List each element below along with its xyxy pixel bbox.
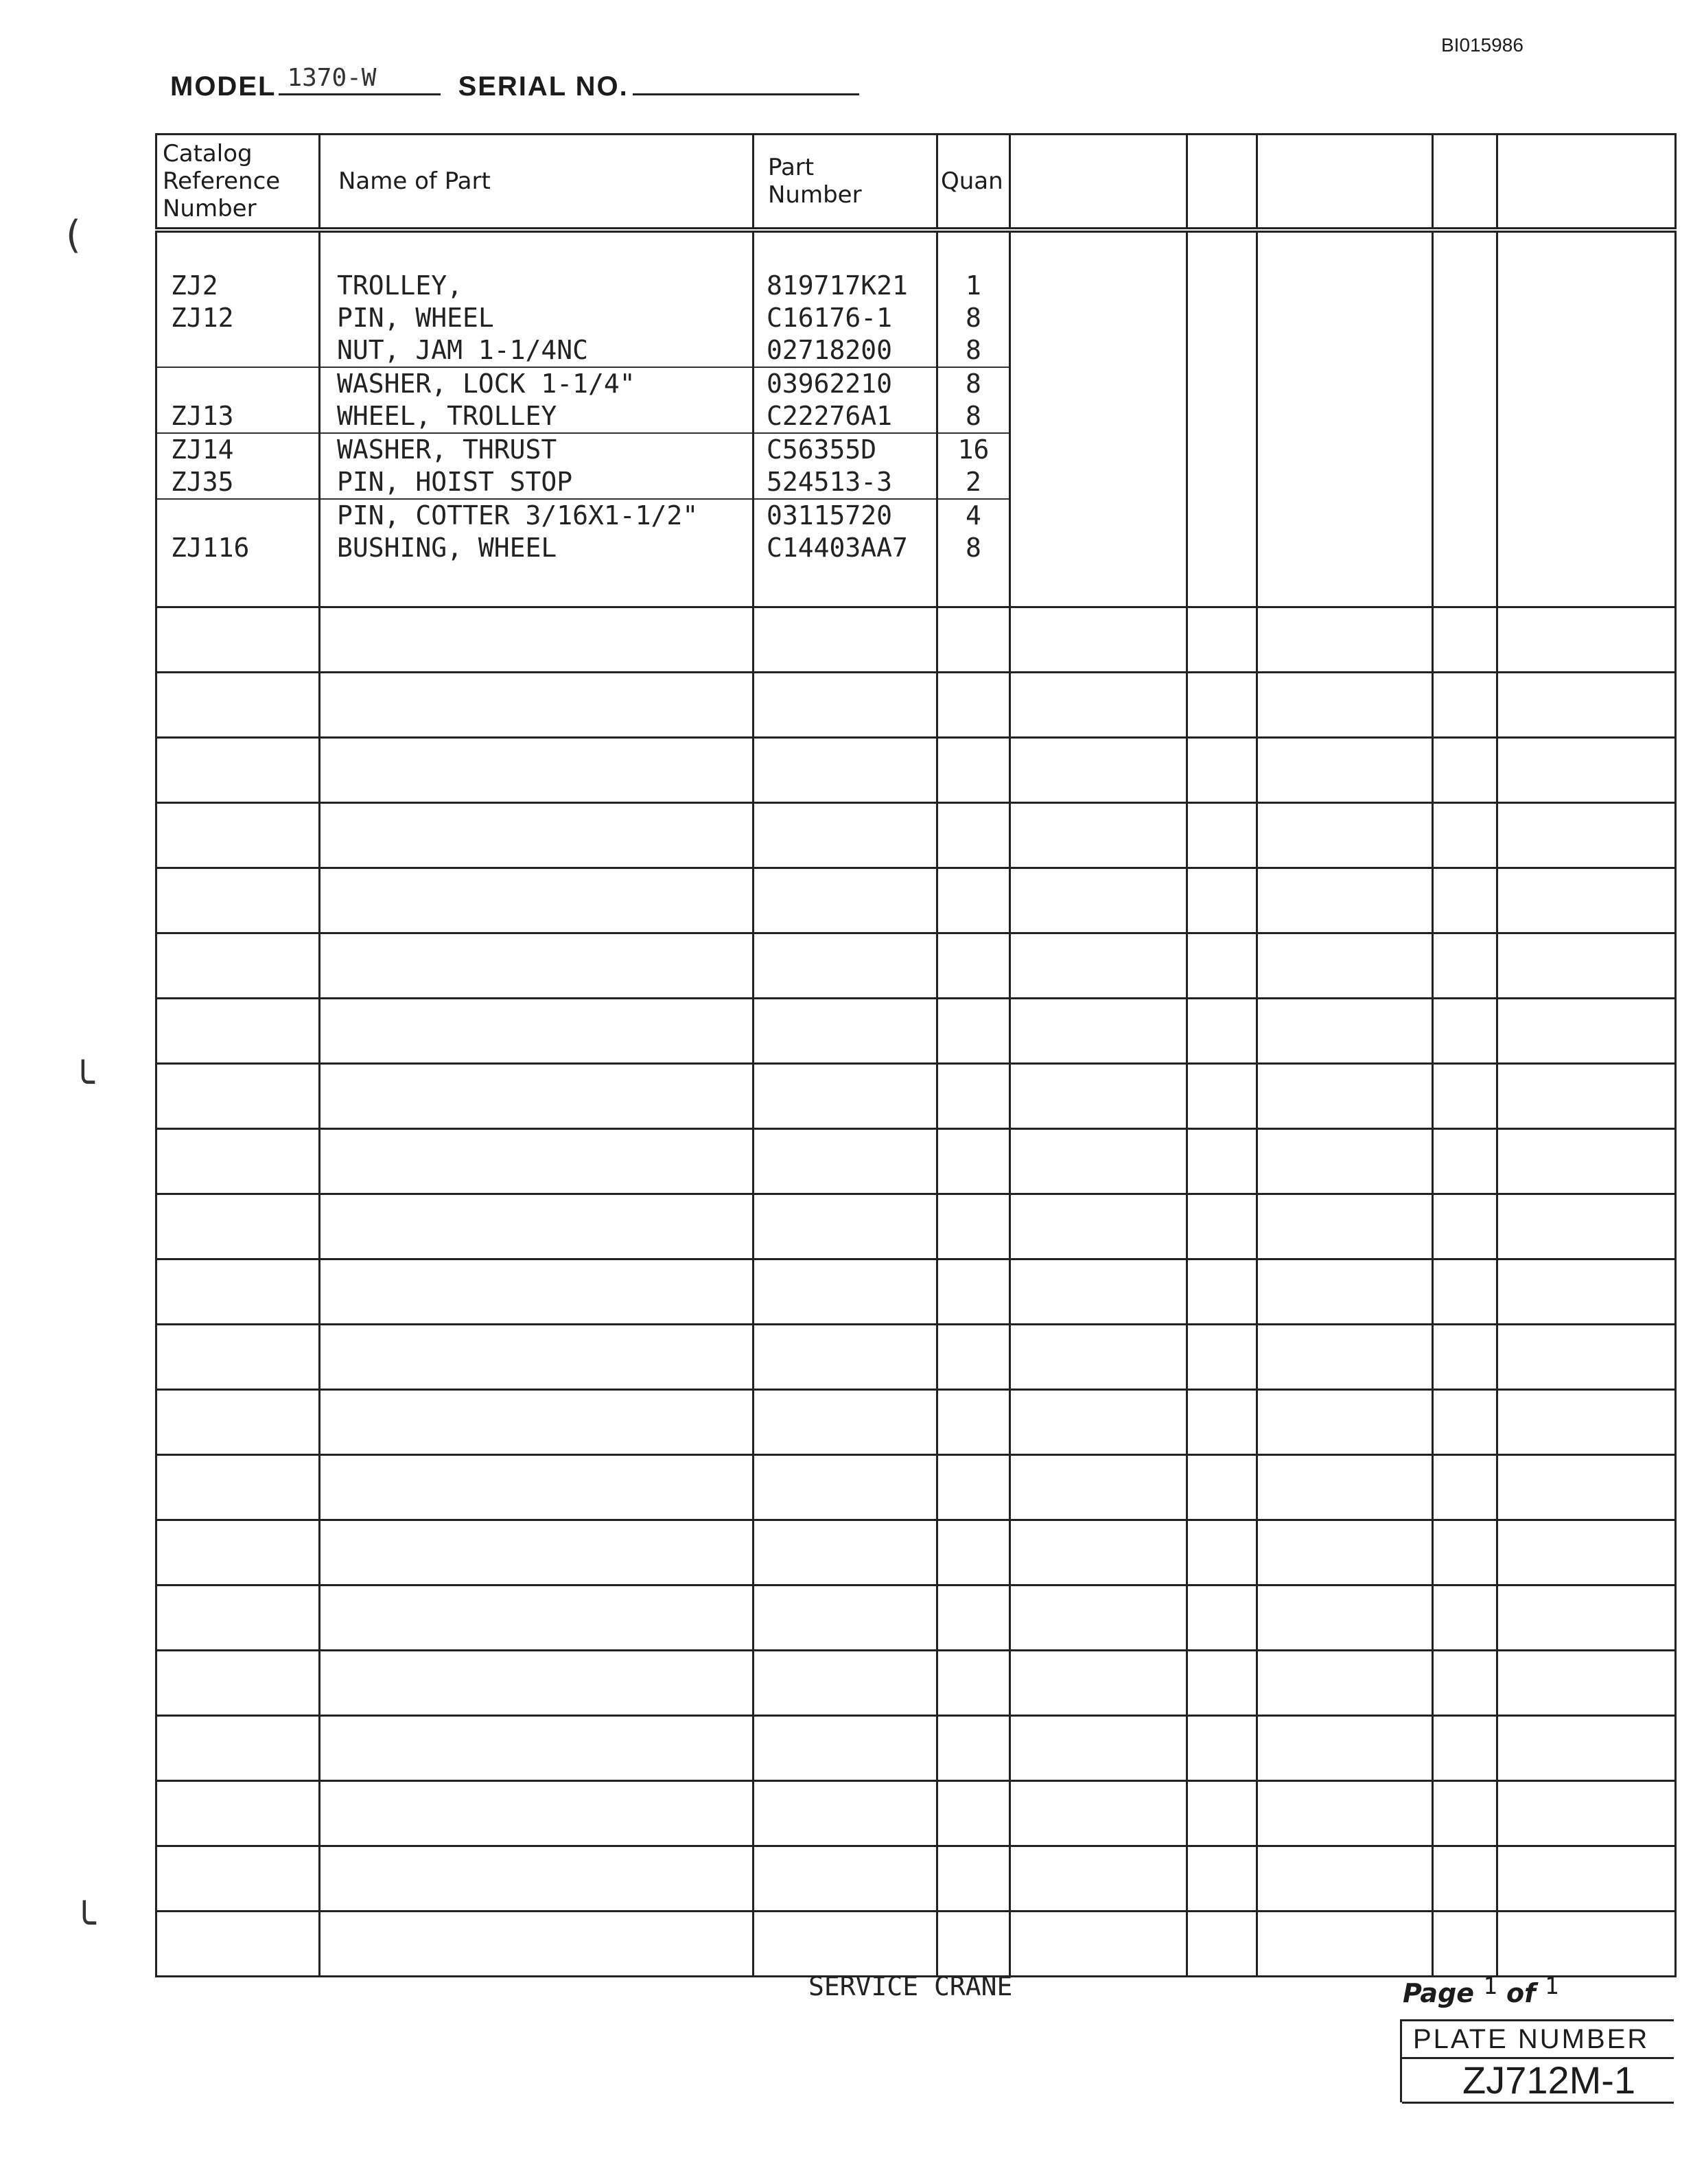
row-8-qty: 4 bbox=[966, 500, 981, 531]
quantity-column bbox=[937, 230, 1010, 607]
table-row bbox=[156, 1390, 1676, 1455]
table-row bbox=[156, 1651, 1676, 1716]
plate-number-box bbox=[1400, 2019, 1674, 2102]
plate-number-label: PLATE NUMBER bbox=[1402, 2021, 1674, 2059]
footer-title: SERVICE CRANE bbox=[808, 1971, 1013, 2001]
table-row bbox=[156, 1064, 1676, 1129]
blank-cell bbox=[1010, 230, 1187, 607]
row-7-ref: ZJ35 bbox=[157, 466, 318, 500]
row-3-name: NUT, JAM 1-1/4NC bbox=[320, 334, 752, 368]
table-row bbox=[156, 1585, 1676, 1651]
row-5-part-number: C22276A1 bbox=[754, 400, 936, 434]
row-4-part-number: 03962210 bbox=[767, 369, 893, 399]
table-row bbox=[156, 1325, 1676, 1390]
table-row bbox=[156, 1912, 1676, 1977]
row-2-qty: 8 bbox=[966, 303, 981, 333]
table-row bbox=[156, 673, 1676, 738]
table-row bbox=[156, 868, 1676, 933]
row-2-ref: ZJ12 bbox=[171, 303, 234, 333]
header-blank-4 bbox=[1433, 135, 1497, 231]
row-5-ref: ZJ13 bbox=[157, 400, 318, 434]
table-row bbox=[156, 1520, 1676, 1585]
row-7-name: PIN, HOIST STOP bbox=[320, 466, 752, 500]
header-blank-2 bbox=[1187, 135, 1257, 231]
row-4-ref bbox=[157, 368, 318, 400]
header-catalog-ref: Catalog Reference Number bbox=[156, 135, 320, 231]
row-8-ref bbox=[157, 500, 318, 532]
row-1-ref: ZJ2 bbox=[171, 270, 218, 301]
row-6-qty: 16 bbox=[957, 434, 990, 465]
parts-table bbox=[155, 133, 1677, 1977]
header-blank-1 bbox=[1010, 135, 1187, 231]
margin-mark: ╰ bbox=[71, 1060, 95, 1105]
table-row bbox=[156, 1259, 1676, 1325]
blank-cell bbox=[1497, 230, 1676, 607]
row-3-qty: 8 bbox=[938, 334, 1009, 368]
blank-cell bbox=[1433, 230, 1497, 607]
row-4-name: WASHER, LOCK 1-1/4" bbox=[337, 369, 635, 399]
row-9-qty: 8 bbox=[966, 533, 981, 563]
parts-entries bbox=[156, 230, 1676, 607]
catalog-ref-column bbox=[156, 230, 320, 607]
part-number-column bbox=[754, 230, 937, 607]
header-name-of-part: Name of Part bbox=[320, 135, 754, 231]
table-row bbox=[156, 999, 1676, 1064]
blank-cell bbox=[1257, 230, 1433, 607]
row-2-name: PIN, WHEEL bbox=[337, 303, 494, 333]
table-row bbox=[156, 933, 1676, 999]
table-row bbox=[156, 1781, 1676, 1846]
row-5-name: WHEEL, TROLLEY bbox=[320, 400, 752, 434]
table-row bbox=[156, 803, 1676, 868]
document-id: BI015986 bbox=[1441, 34, 1523, 56]
header-part-number: Part Number bbox=[754, 135, 937, 231]
row-8-name: PIN, COTTER 3/16X1-1/2" bbox=[337, 500, 699, 531]
blank-cell bbox=[1187, 230, 1257, 607]
table-row bbox=[156, 738, 1676, 803]
row-1-part-number: 819717K21 bbox=[767, 270, 908, 301]
row-7-part-number: 524513-3 bbox=[754, 466, 936, 500]
name-of-part-column bbox=[320, 230, 754, 607]
row-1-name: TROLLEY, bbox=[337, 270, 463, 301]
margin-mark: ( bbox=[66, 213, 81, 257]
header-blank-3 bbox=[1257, 135, 1433, 231]
row-3-ref bbox=[157, 334, 318, 368]
header-blank-5 bbox=[1497, 135, 1676, 231]
serial-field[interactable] bbox=[633, 66, 859, 95]
page-indicator bbox=[1403, 1973, 1559, 2008]
page-label: Page bbox=[1403, 1978, 1475, 2008]
model-label: MODEL bbox=[170, 71, 277, 102]
row-6-ref: ZJ14 bbox=[171, 434, 234, 465]
page-current: 1 bbox=[1483, 1973, 1497, 2000]
model-serial-line bbox=[170, 66, 859, 102]
row-4-qty: 8 bbox=[966, 369, 981, 399]
row-7-qty: 2 bbox=[938, 466, 1009, 500]
row-5-qty: 8 bbox=[938, 400, 1009, 434]
margin-mark: ╰ bbox=[73, 1901, 96, 1946]
page-of-label: of bbox=[1506, 1978, 1536, 2008]
row-9-ref: ZJ116 bbox=[171, 533, 250, 563]
row-2-part-number: C16176-1 bbox=[767, 303, 893, 333]
table-row bbox=[156, 1846, 1676, 1912]
plate-number-value: ZJ712M-1 bbox=[1402, 2059, 1674, 2104]
table-row bbox=[156, 1455, 1676, 1520]
row-3-part-number: 02718200 bbox=[754, 334, 936, 368]
table-row bbox=[156, 1194, 1676, 1259]
row-6-name: WASHER, THRUST bbox=[337, 434, 557, 465]
model-value: 1370-W bbox=[287, 64, 377, 92]
header-quantity: Quan bbox=[937, 135, 1010, 231]
serial-label: SERIAL NO. bbox=[458, 71, 629, 102]
table-header-row bbox=[156, 135, 1676, 231]
table-row bbox=[156, 607, 1676, 673]
table-row bbox=[156, 1716, 1676, 1781]
row-6-part-number: C56355D bbox=[767, 434, 877, 465]
page-total: 1 bbox=[1544, 1973, 1559, 2000]
model-field[interactable] bbox=[279, 66, 441, 95]
row-8-part-number: 03115720 bbox=[767, 500, 893, 531]
row-9-name: BUSHING, WHEEL bbox=[337, 533, 557, 563]
row-9-part-number: C14403AA7 bbox=[767, 533, 908, 563]
table-row bbox=[156, 1129, 1676, 1194]
row-1-qty: 1 bbox=[966, 270, 981, 301]
